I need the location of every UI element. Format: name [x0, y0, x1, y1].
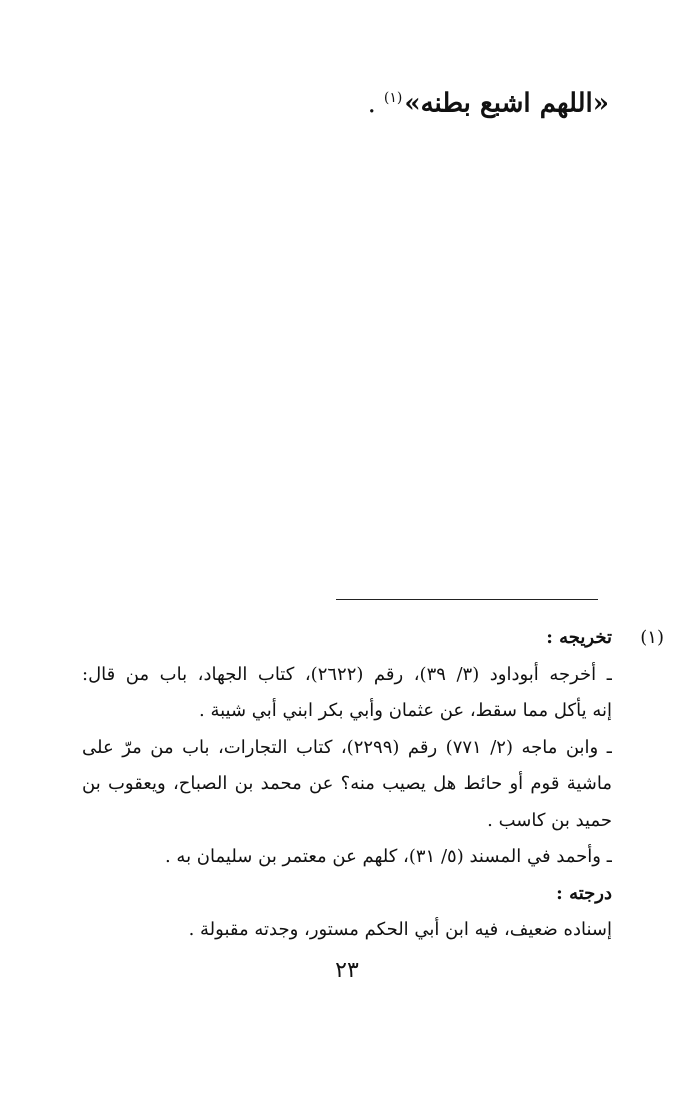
daraja-text: إسناده ضعيف، فيه ابن أبي الحكم مستور، وجدته مقبولة . — [188, 919, 612, 940]
footnote-number: (١) — [640, 627, 664, 648]
footnote-separator — [336, 599, 598, 600]
hadith-quote: «اللهم اشبع بطنه» — [404, 88, 609, 119]
footnote-line: إنه يأكل مما سقط، عن عثمان وأبي بكر ابني أبي شيبة . — [199, 700, 612, 721]
footnote-line: ماشية قوم أو حائط هل يصيب منه؟ عن محمد بن الصباح، ويعقوب بن — [82, 773, 612, 794]
footnote-line: ـ أخرجه أبوداود (٣/ ٣٩)، رقم (٢٦٢٢)، كتاب الجهاد، باب من قال: — [82, 663, 612, 685]
footnote-section — [82, 620, 664, 949]
daraja-heading: درجته : — [556, 882, 612, 904]
hadith-text — [368, 78, 609, 124]
footnote-header — [82, 620, 664, 657]
end-punctuation: . — [367, 88, 376, 119]
footnote-line: حميد بن كاسب . — [487, 809, 612, 831]
page-number: ٢٣ — [335, 958, 359, 983]
takhrij-heading: تخريجه : — [546, 627, 612, 648]
footnote-reference: (١) — [383, 90, 403, 106]
footnote-line: ـ وابن ماجه (٢/ ٧٧١) رقم (٢٢٩٩)، كتاب التجارات، باب من مرّ على — [82, 736, 612, 758]
footnote-line: ـ وأحمد في المسند (٥/ ٣١)، كلهم عن معتمر بن سليمان به . — [164, 846, 612, 867]
